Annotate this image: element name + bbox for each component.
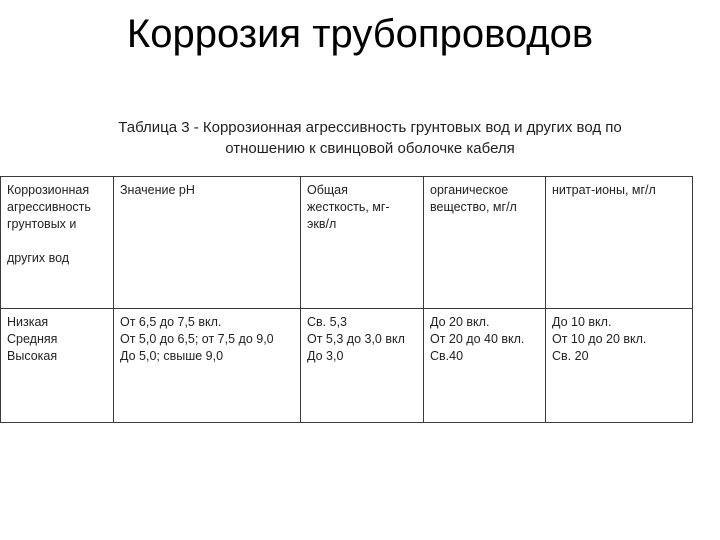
cell-line: Св. 20 [552,349,589,363]
cell-line: От 6,5 до 7,5 вкл. [120,315,222,329]
caption-line-1: Таблица 3 - Коррозионная агрессивность грунтовых вод и других вод по [118,119,622,136]
header-line [7,233,107,250]
cell-organic [424,309,546,423]
corrosion-table [0,176,693,423]
header-line: органическое [430,183,509,197]
header-line: Значение pH [120,183,195,197]
cell-nitrate [546,309,693,423]
cell-line: Средняя [7,332,58,346]
table-caption [20,117,720,159]
header-aggressiveness [1,177,114,309]
header-line: агрессивность [7,200,91,214]
cell-line: Низкая [7,315,49,329]
header-line: вещество, мг/л [430,200,517,214]
header-line: грунтовых и [7,217,77,231]
cell-line: От 20 до 40 вкл. [430,332,525,346]
header-nitrate [546,177,693,309]
header-line: других вод [7,251,70,265]
cell-ph [114,309,301,423]
cell-levels [1,309,114,423]
cell-line: Св. 5,3 [307,315,347,329]
caption-line-2: отношению к свинцовой оболочке кабеля [225,140,515,157]
slide-title: Коррозия трубопроводов [126,12,594,56]
header-hardness [301,177,424,309]
cell-line: От 5,3 до 3,0 вкл [307,332,405,346]
header-line: экв/л [307,217,337,231]
cell-line: До 3,0 [307,349,344,363]
cell-line: От 10 до 20 вкл. [552,332,647,346]
cell-line: Св.40 [430,349,464,363]
header-organic [424,177,546,309]
header-line: Коррозионная [7,183,90,197]
cell-line: До 5,0; свыше 9,0 [120,349,224,363]
cell-line: От 5,0 до 6,5; от 7,5 до 9,0 [120,332,274,346]
header-line: Общая [307,183,348,197]
header-ph [114,177,301,309]
header-line: жесткость, мг- [307,200,390,214]
cell-line: До 20 вкл. [430,315,490,329]
table-row [1,309,693,423]
cell-line: Высокая [7,349,58,363]
header-line: нитрат-ионы, мг/л [552,183,656,197]
cell-line: До 10 вкл. [552,315,612,329]
table-header-row [1,177,693,309]
cell-hardness [301,309,424,423]
